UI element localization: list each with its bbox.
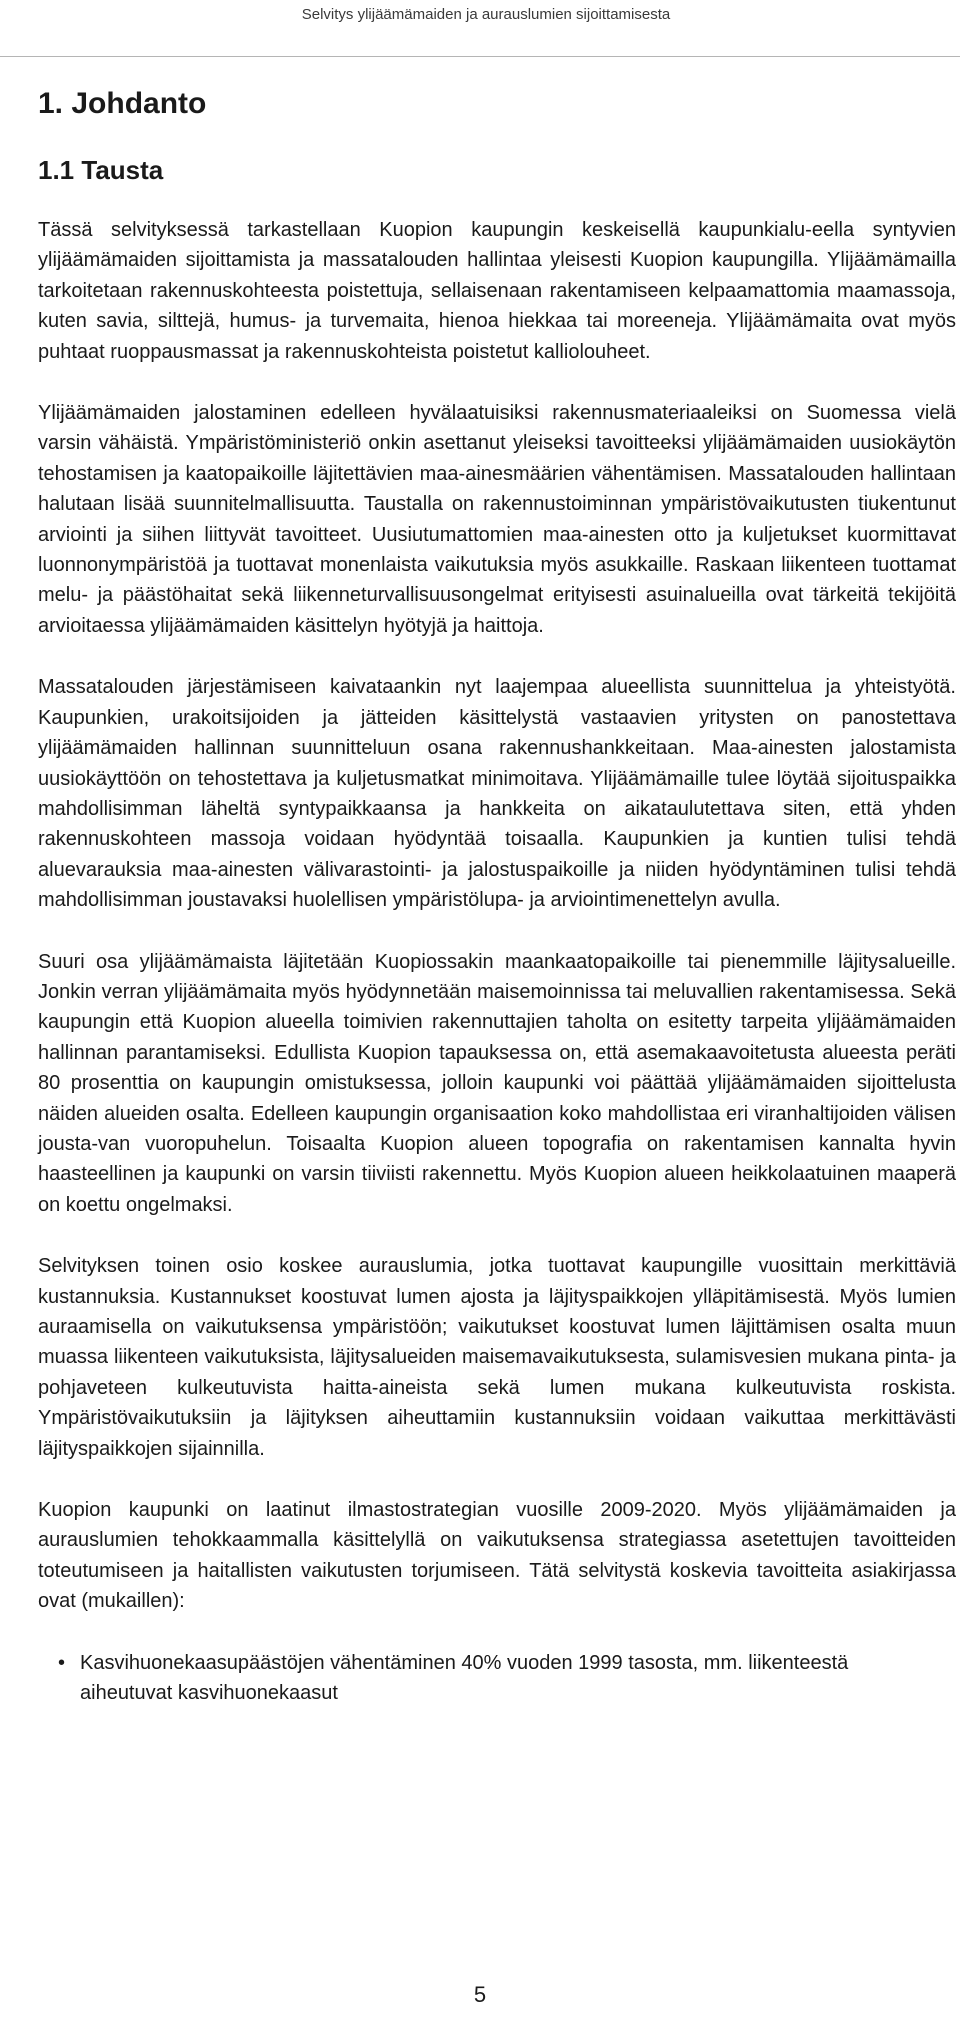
paragraph-4: Suuri osa ylijäämämaista läjitetään Kuopiossakin maankaatopaikoille tai pienemmille läjitysalueille. Jonkin verran ylijäämämaita myös hyödynnetään maisemoinnissa tai meluvallien rakentamisessa. Sekä kaupungin että Kuopion alueella toimivien rakennuttajien taholta on esitetty tarpeita ylijäämämaiden hallinnan parantamiseksi. Edullista Kuopion tapauksessa on, että asemakaavoitetusta alueesta peräti 80 prosenttia on kaupungin omistuksessa, jolloin kaupunki voi päättää ylijäämämaiden sijoittelusta näiden alueiden osalta. Edelleen kaupungin organisaation koko mahdollistaa eri viranhaltijoiden välisen jousta-van vuoropuhelun. Toisaalta Kuopion alueen topografia on rakentamisen kannalta hyvin haasteellinen ja kaupunki on varsin tiiviisti rakennettu. Myös Kuopion alueen heikkolaatuinen maaperä on koettu ongelmaksi. <box>38 950 956 1216</box>
body-text <box>38 215 956 1708</box>
paragraph-3: Massatalouden järjestämiseen kaivataankin nyt laajempaa alueellista suunnittelua ja yhteistyötä. Kaupunkien, urakoitsijoiden ja jätteiden käsittelystä vastaavien yritysten on panostettava ylijäämämaiden hallinnan suunnitteluun osana rakennushankkeitaan. Maa-ainesten jalostamista uusiokäyttöön on tehostettava ja kuljetusmatkat minimoitava. Ylijäämämaille tulee löytää sijoituspaikka mahdollisimman läheltä syntypaikkaansa ja hankkeita on aikataulutettava siten, että yhden rakennuskohteen massoja voidaan hyödyntää toisaalla. Kaupunkien ja kuntien tulisi tehdä aluevarauksia maa-ainesten välivarastointi- ja jalostuspaikoille ja niiden hyödyntäminen tulisi tehdä mahdollisimman joustavaksi huolellisen ympäristölupa- ja arviointimenettelyn avulla. <box>38 676 956 912</box>
running-header: Selvitys ylijäämämaiden ja aurauslumien sijoittamisesta <box>301 6 671 23</box>
page-number: 5 <box>473 1982 487 2007</box>
chapter-title: 1. Johdanto <box>38 87 207 120</box>
paragraph-1: Tässä selvityksessä tarkastellaan Kuopion kaupungin keskeisellä kaupunkialu-eella syntyvien ylijäämämaiden sijoittamista ja massatalouden hallintaa yleisesti Kuopion kaupungilla. Ylijäämämailla tarkoitetaan rakennuskohteesta poistettuja, sellaisenaan rakentamiseen kelpaamattomia maamassoja, kuten savia, silttejä, humus- ja turvemaita, hienoa hiekkaa tai moreeneja. Ylijäämämaita ovat myös puhtaat ruoppausmassat ja rakennuskohteista poistetut kalliolouheet. <box>38 219 956 363</box>
goal-list <box>38 1648 956 1709</box>
paragraph-2: Ylijäämämaiden jalostaminen edelleen hyvälaatuisiksi rakennusmateriaaleiksi on Suomessa vielä varsin vähäistä. Ympäristöministeriö onkin asettanut yleiseksi tavoitteeksi ylijäämämaiden uusiokäytön tehostamisen ja kaatopaikoille läjitettävien maa-ainesmäärien vähentämisen. Massatalouden hallintaan halutaan lisää suunnitelmallisuutta. Taustalla on rakennustoiminnan ympäristövaikutusten tiukentunut arviointi ja siihen liittyvät tavoitteet. Uusiutumattomien maa-ainesten otto ja kuljetukset kuormittavat luonnonympäristöä ja tuottavat monenlaista vaikutuksia myös asukkaille. Raskaan liikenteen tuottamat melu- ja päästöhaitat sekä liikenneturvallisuusongelmat erityisesti asuinalueilla ovat tärkeitä tekijöitä arvioitaessa ylijäämämaiden käsittelyn hyötyjä ja haittoja. <box>38 402 956 637</box>
header-divider <box>0 56 960 57</box>
section-title: 1.1 Tausta <box>38 155 164 185</box>
paragraph-6: Kuopion kaupunki on laatinut ilmastostrategian vuosille 2009-2020. Myös ylijäämämaiden ja aurauslumien tehokkaammalla käsittelyllä on vaikutuksensa strategiassa asetettujen tavoitteiden toteutumiseen ja haitallisten vaikutusten torjumiseen. Tätä selvitystä koskevia tavoitteita asiakirjassa ovat (mukaillen): <box>38 1499 956 1613</box>
paragraph-5: Selvityksen toinen osio koskee aurauslumia, jotka tuottavat kaupungille vuosittain merkittäviä kustannuksia. Kustannukset koostuvat lumen ajosta ja läjityspaikkojen ylläpitämisestä. Myös lumien auraamisella on vaikutuksensa ympäristöön; vaikutukset koostuvat lumen läjittämisen osalta muun muassa liikenteen vaikutuksista, läjitysalueiden maisemavaikutuksesta, sulamisvesien mukana pinta- ja pohjaveteen kulkeutuvista haitta-aineista sekä lumen mukana kulkeutuvista roskista. Ympäristövaikutuksiin ja läjityksen aiheuttamiin kustannuksiin voidaan vaikuttaa merkittävästi läjityspaikkojen sijainnilla. <box>38 1255 956 1460</box>
list-item: • Kasvihuonekaasupäästöjen vähentäminen 40% vuoden 1999 tasosta, mm. liikenteestä aiheutuvat kasvihuonekaasut <box>80 1648 920 1709</box>
